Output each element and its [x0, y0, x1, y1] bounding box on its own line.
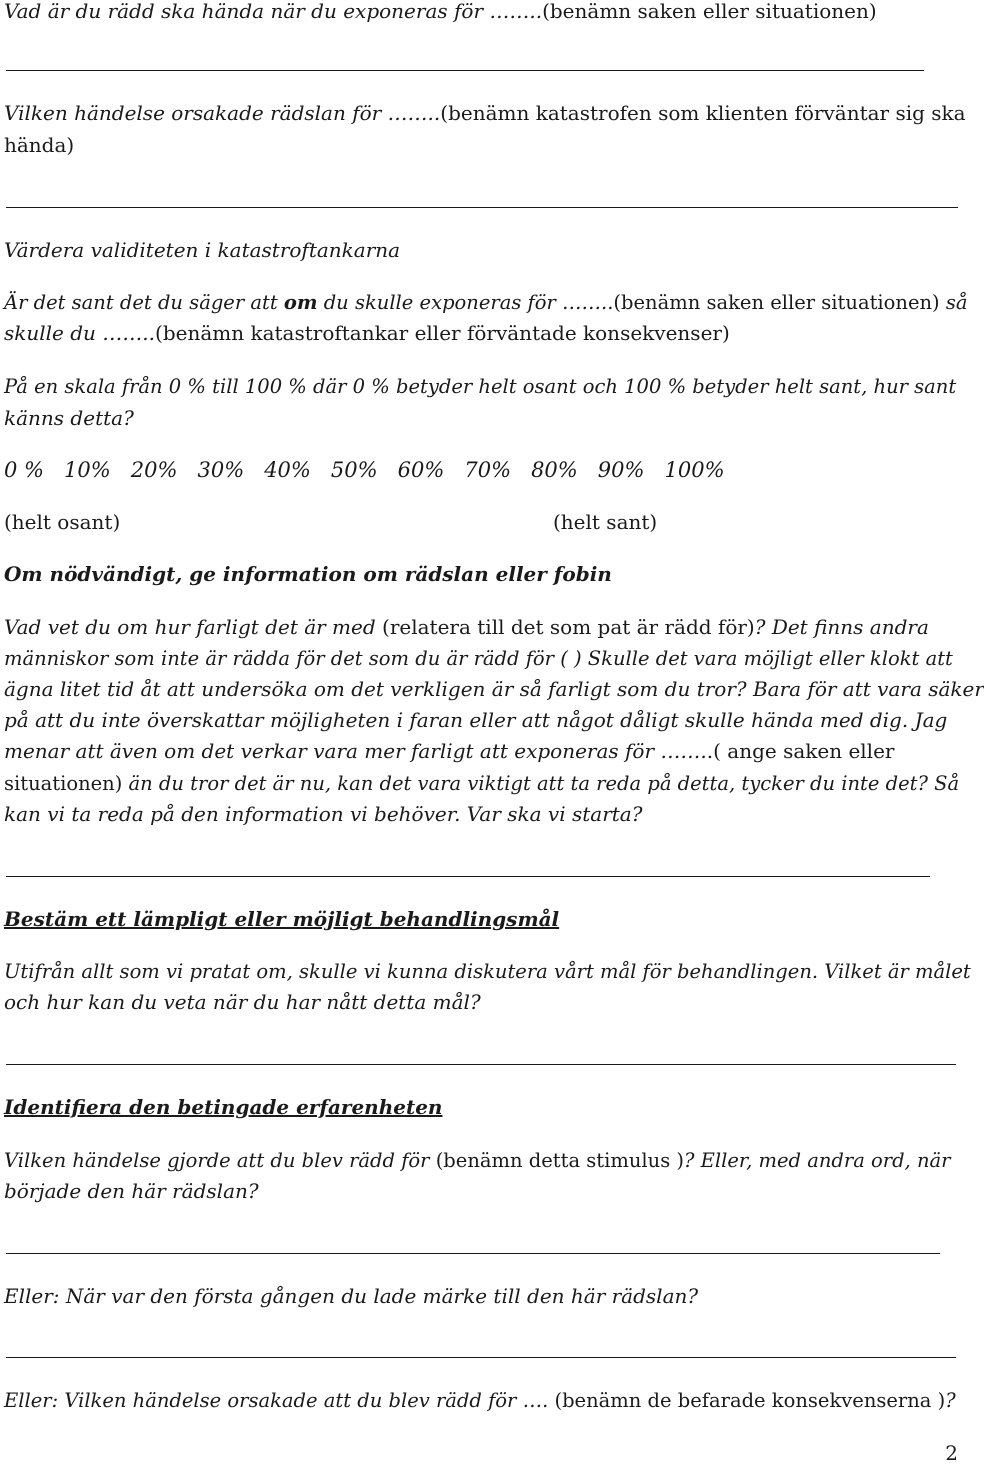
scale-value[interactable]: 70% — [464, 458, 512, 482]
question-event-continued: hända) — [4, 133, 75, 157]
answer-line[interactable] — [6, 876, 930, 877]
conditioning-question-continued: började den här rädslan? — [4, 1179, 259, 1203]
answer-line[interactable] — [6, 1064, 956, 1065]
scale-value[interactable]: 100% — [664, 458, 725, 482]
scale-value[interactable]: 10% — [64, 458, 111, 482]
page-number: 2 — [945, 1441, 958, 1465]
scale-value[interactable]: 20% — [130, 458, 178, 482]
scale-value[interactable]: 30% — [197, 458, 245, 482]
goal-heading: Bestäm ett lämpligt eller möjligt behandlingsmål — [4, 907, 560, 931]
scale-value[interactable]: 80% — [531, 458, 578, 482]
document-page: Vad är du rädd ska hända när du exponeras för ……..(benämn saken eller situationen) Vilken händelse orsakade rädslan för ……..(benämn katastrofen som klienten förväntar sig ska hända) Värdera validiteten i katastroftankarna Är det sant det du säger att om du skulle exponeras för ……..(benämn saken eller situationen) så skulle du ……..(benämn katastroftankar eller förväntade konsekvenser) På en skala från 0 % till 100 % där 0 % betyder helt osant och 100 % betyder helt sant, hur sant känns detta? 0 % 10% 20% 30% 40% 50% 60% 70% 80% 90% 100% (helt osant) (helt sant) Om nödvändigt, ge information om rädslan eller fobin Vad vet du om hur farligt det är med (relatera till det som pat är rädd för)? Det finns andra människor som inte är rädda för det som du är rädd för ( ) Skulle det vara möjligt eller klokt att ägna litet tid åt att undersöka om det verkligen är så farligt som du tror? Bara för att vara säker på att du inte överskattar möjligheten i faran eller att något dåligt skulle hända med dig. Jag menar att även om det verkar vara mer farligt att exponeras för ……..( ange saken eller situationen) än du tror det är nu, kan det vara viktigt att ta reda på detta, tycker du inte det? Så kan vi ta reda på den information vi behöver. Var ska vi starta? Bestäm ett lämpligt eller möjligt behandlingsmål Utifrån allt som vi pratat om, skulle vi kunna diskutera vårt mål för behandlingen. Vilket är målet och hur kan du veta när du har nått detta mål? Identifiera den betingade erfarenheten Vilken händelse gjorde att du blev rädd för (benämn detta stimulus )? Eller, med andra ord, när började den här rädslan? Eller: När var den första gången du lade märke till den här rädslan? Eller: Vilken händelse orsakade att du blev rädd för …. (benämn de befarade konsekvenserna )? 2 — [0, 0, 960, 1466]
validity-heading: Värdera validiteten i katastroftankarna — [4, 238, 401, 262]
question-expose: Vad är du rädd ska hända när du exponeras för ……..(benämn saken eller situationen) — [4, 0, 877, 23]
conditioning-heading: Identifiera den betingade erfarenheten — [4, 1095, 443, 1119]
scale-value[interactable]: 50% — [330, 458, 378, 482]
conditioning-question: Vilken händelse gjorde att du blev rädd för (benämn detta stimulus )? Eller, med andra ord, när — [4, 1149, 951, 1172]
question-event: Vilken händelse orsakade rädslan för ……..(benämn katastrofen som klienten förväntar sig ska — [4, 101, 966, 125]
scale-question-continued: känns detta? — [4, 406, 134, 430]
goal-paragraph-continued: och hur kan du veta när du har nått detta mål? — [4, 990, 481, 1014]
scale-value[interactable]: 0 % — [4, 458, 44, 482]
scale-question: På en skala från 0 % till 100 % där 0 % betyder helt osant och 100 % betyder helt sant, hur sant — [4, 375, 957, 398]
first-noticed-question: Eller: När var den första gången du lade märke till den här rädslan? — [4, 1284, 699, 1308]
feared-consequence-question: Eller: Vilken händelse orsakade att du blev rädd för …. (benämn de befarade konsekvenserna )? — [4, 1389, 956, 1412]
validity-question: Är det sant det du säger att om du skulle exponeras för ……..(benämn saken eller situationen) så — [4, 291, 968, 314]
scale-low-label: (helt osant) — [4, 510, 121, 534]
answer-line[interactable] — [6, 1357, 956, 1358]
answer-line[interactable] — [6, 1253, 940, 1254]
goal-paragraph: Utifrån allt som vi pratat om, skulle vi kunna diskutera vårt mål för behandlingen. Vilket är målet — [4, 960, 971, 983]
answer-line[interactable] — [6, 70, 924, 71]
scale-value[interactable]: 40% — [264, 458, 311, 482]
answer-line[interactable] — [6, 207, 958, 208]
percentage-scale — [4, 455, 725, 486]
scale-value[interactable]: 90% — [597, 458, 645, 482]
scale-high-label: (helt sant) — [553, 510, 658, 534]
info-heading: Om nödvändigt, ge information om rädslan eller fobin — [4, 562, 612, 586]
validity-question-continued: skulle du ……..(benämn katastroftankar eller förväntade konsekvenser) — [4, 321, 730, 345]
scale-value[interactable]: 60% — [397, 458, 445, 482]
